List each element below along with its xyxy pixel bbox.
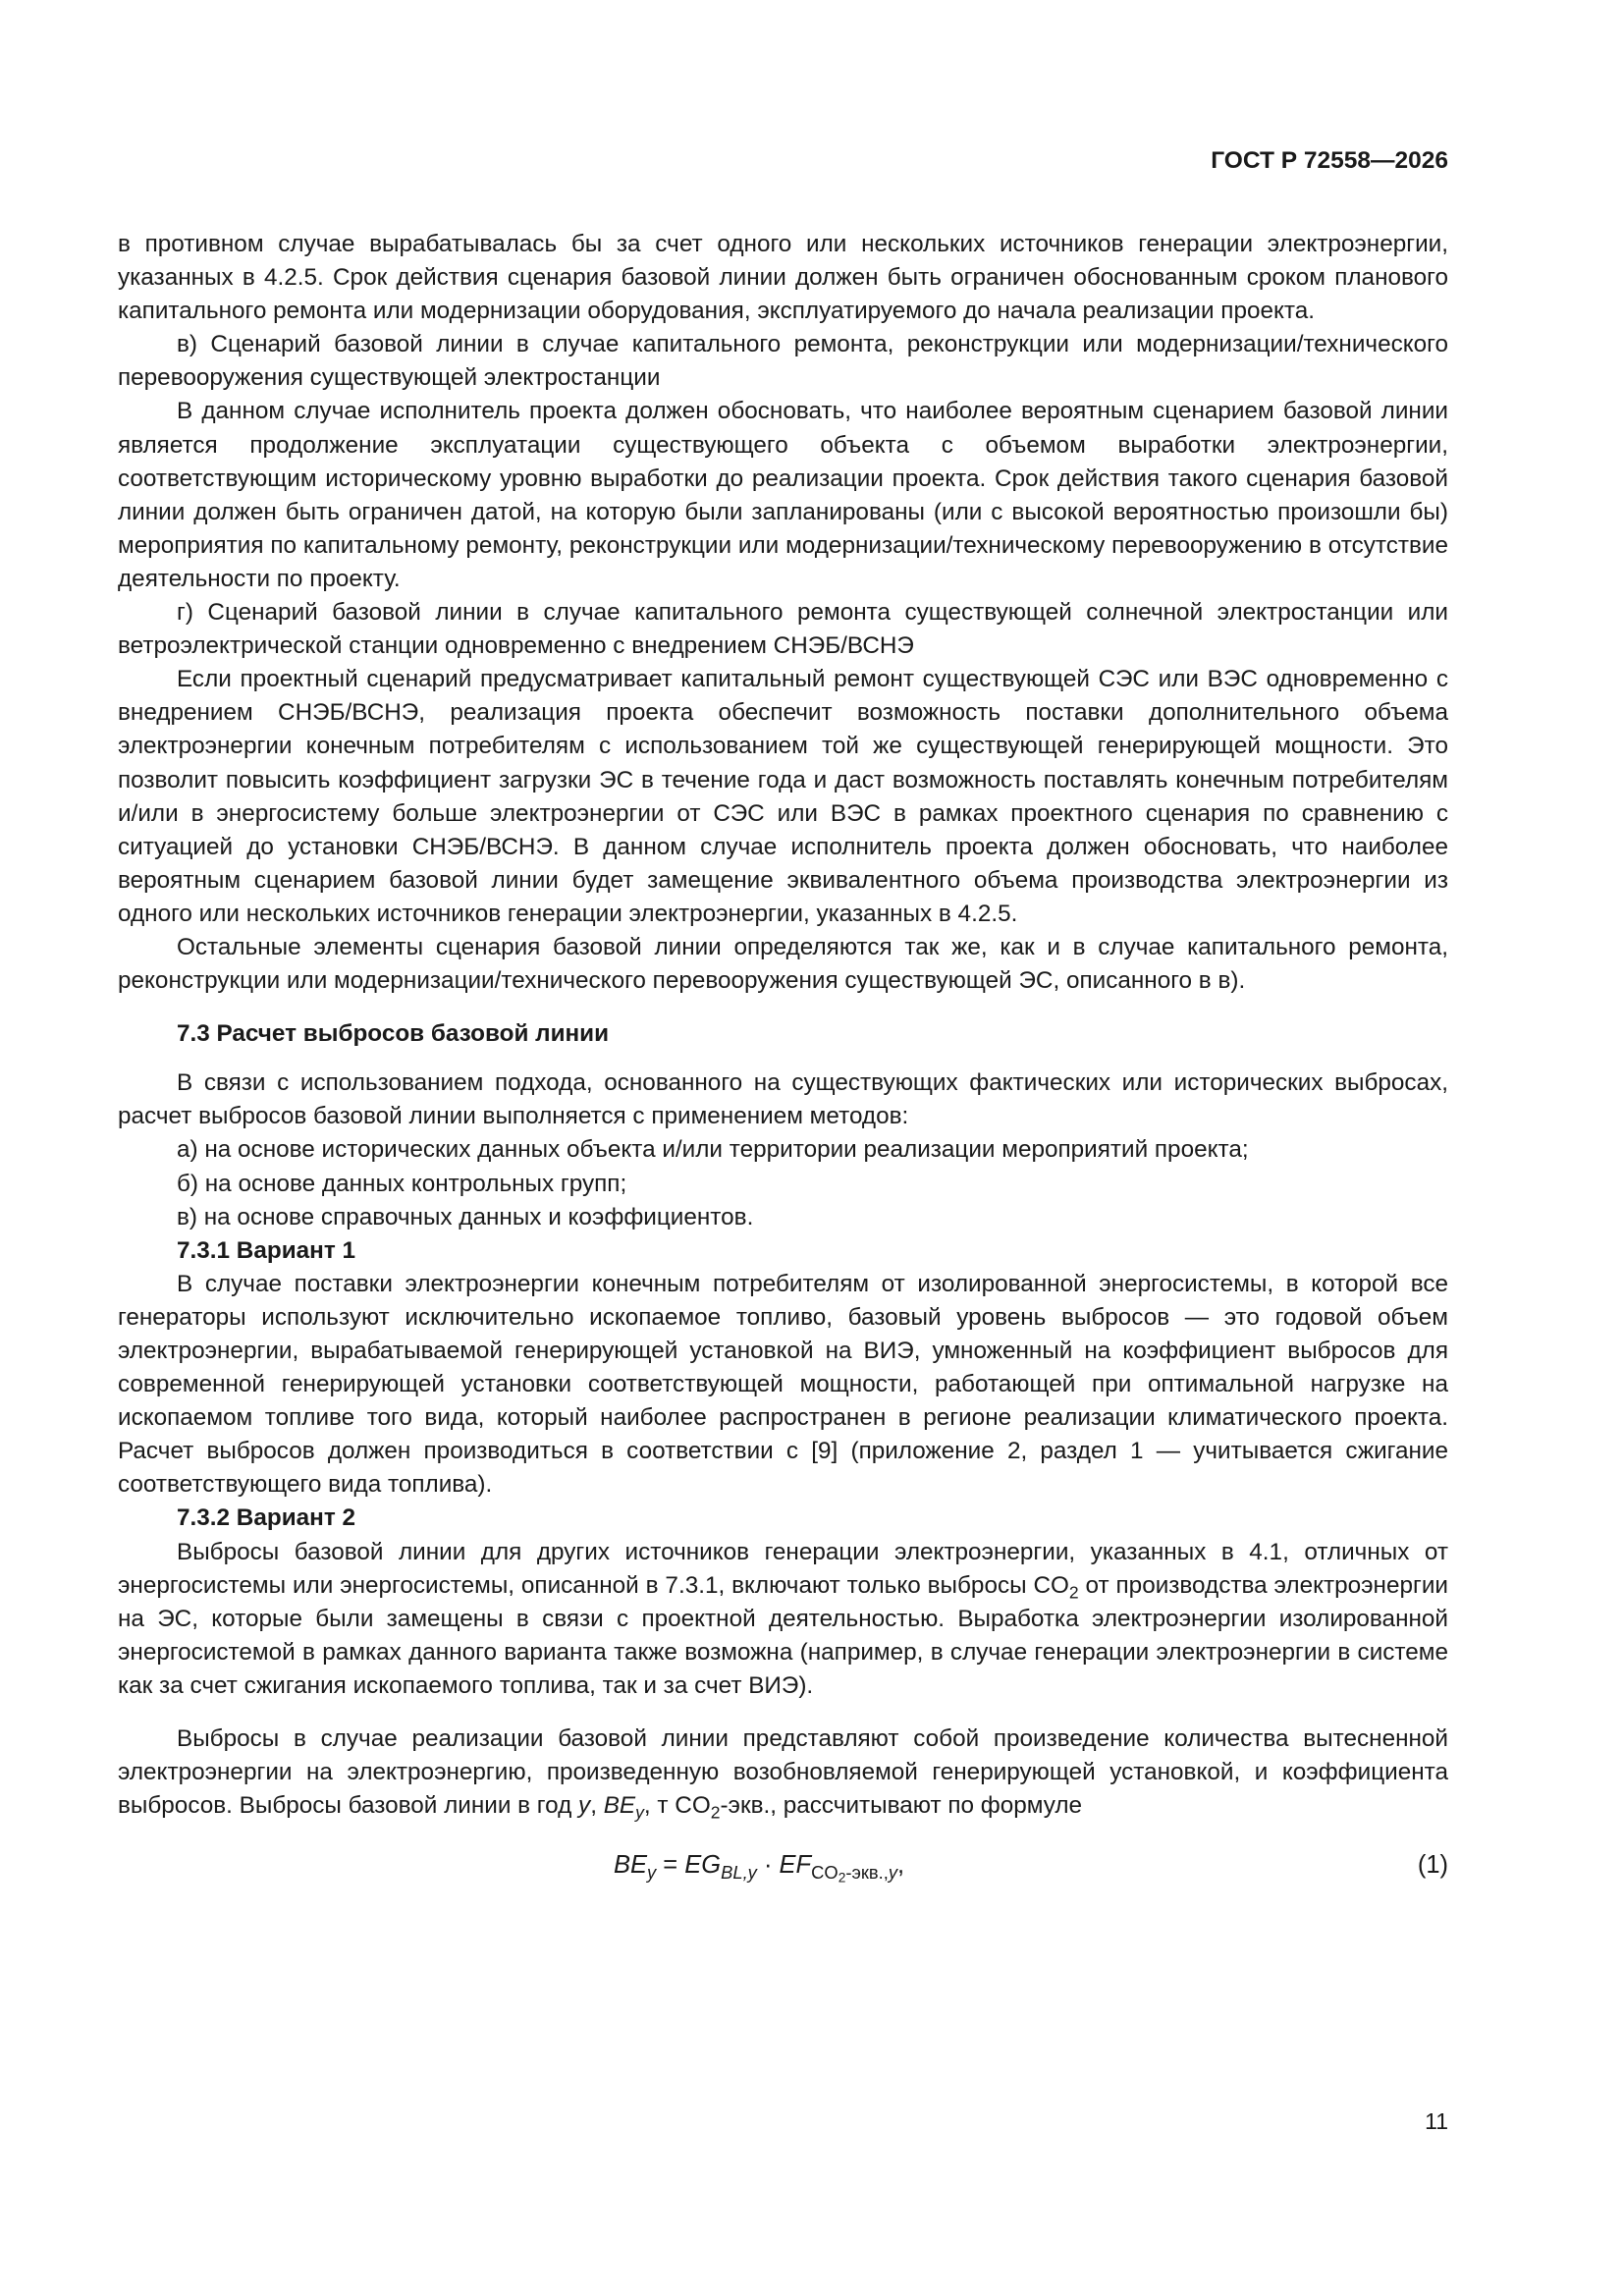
paragraph: Остальные элементы сценария базовой линии определяются так же, как и в случае капитального ремонта, реконструкции или модернизации/технического перевооружения существующей ЭС, описанного в в). — [118, 933, 1448, 995]
paragraph: Выбросы базовой линии для других источников генерации электроэнергии, указанных в 4.1, отличных от энергосистемы или энергосистемы, описанной в 7.3.1, включают только выбросы $CO_2$ от производства электроэнергии на ЭС, которые были замещены в связи с проектной деятельностью. Выработка электроэнергии изолированной энергосистемой в рамках данного варианта также возможна (например, в случае генерации электроэнергии в системе как за счет сжигания ископаемого топлива, так и за счет ВИЭ). — [118, 1538, 1448, 1699]
list-item-g-heading: г) Сценарий базовой линии в случае капитального ремонта существующей солнечной электростанции или ветроэлектрической станции одновременно с внедрением СНЭБ/ВСНЭ — [118, 599, 1448, 660]
list-item-v-heading: в) Сценарий базовой линии в случае капитального ремонта, реконструкции или модернизации/технического перевооружения существующей электростанции — [118, 331, 1448, 392]
list-item-v: в) на основе справочных данных и коэффициентов. — [177, 1203, 754, 1230]
page-number: 11 — [1425, 2108, 1448, 2134]
subsection-heading-7-3-2: 7.3.2 Вариант 2 — [177, 1504, 355, 1532]
page-content — [118, 228, 1448, 1889]
paragraph: В связи с использованием подхода, основанного на существующих фактических или исторических выбросах, расчет выбросов базовой линии выполняется с применением методов: — [118, 1069, 1448, 1130]
formula-expression: $BE_y = EG_{BL,y} \cdot EF_{CO2-экв.,y}$, — [614, 1851, 905, 1886]
list-item-a: а) на основе исторических данных объекта и/или территории реализации мероприятий проекта; — [177, 1136, 1249, 1164]
paragraph: в противном случае вырабатывалась бы за счет одного или нескольких источников генерации электроэнергии, указанных в 4.2.5. Срок действия сценария базовой линии должен быть ограничен обоснованным сроком планового капитального ремонта или модернизации оборудования, эксплуатируемого до начала реализации проекта. — [118, 231, 1448, 325]
paragraph: Если проектный сценарий предусматривает капитальный ремонт существующей СЭС или ВЭС одновременно с внедрением СНЭБ/ВСНЭ, реализация проекта обеспечит возможность поставки дополнительного объема электроэнергии конечным потребителям с использованием той же существующей генерирующей мощности. Это позволит повысить коэффициент загрузки ЭС в течение года и даст возможность поставлять конечным потребителям и/или в энергосистему больше электроэнергии от СЭС или ВЭС в рамках проектного сценария по сравнению с ситуацией до установки СНЭБ/ВСНЭ. В данном случае исполнитель проекта должен обосновать, что наиболее вероятным сценарием базовой линии будет замещение эквивалентного объема производства электроэнергии из одного или нескольких источников генерации электроэнергии, указанных в 4.2.5. — [118, 666, 1448, 927]
section-heading-7-3: 7.3 Расчет выбросов базовой линии — [177, 1020, 610, 1048]
list-item-b: б) на основе данных контрольных групп; — [177, 1170, 627, 1197]
formula-number: (1) — [1417, 1851, 1448, 1880]
paragraph: В данном случае исполнитель проекта должен обосновать, что наиболее вероятным сценарием базовой линии является продолжение эксплуатации существующего объекта с объемом выработки электроэнергии, соответствующим историческому уровню выработки до реализации проекта. Срок действия такого сценария базовой линии должен быть ограничен датой, на которую были запланированы (или с высокой вероятностью произошли бы) мероприятия по капитальному ремонту, реконструкции или модернизации/техническому перевооружению в отсутствие деятельности по проекту. — [118, 398, 1448, 592]
document-code-header: ГОСТ Р 72558—2026 — [1211, 147, 1448, 174]
formula-1 — [118, 1848, 1448, 1889]
subsection-heading-7-3-1: 7.3.1 Вариант 1 — [177, 1236, 355, 1264]
paragraph: Выбросы в случае реализации базовой линии представляют собой произведение количества вытесненной электроэнергии на электроэнергию, произведенную возобновляемой генерирующей установкой, и коэффициента выбросов. Выбросы базовой линии в год y, $BE_y$, т $CO_2$-экв., рассчитывают по формуле — [118, 1725, 1448, 1823]
paragraph: В случае поставки электроэнергии конечным потребителям от изолированной энергосистемы, в которой все генераторы используют исключительно ископаемое топливо, базовый уровень выбросов — это годовой объем электроэнергии, вырабатываемой генерирующей установкой на ВИЭ, умноженный на коэффициент выбросов для современной генерирующей установки соответствующей мощности, работающей при оптимальной нагрузке на ископаемом топливе того вида, который наиболее распространен в регионе реализации климатического проекта. Расчет выбросов должен производиться в соответствии с [9] (приложение 2, раздел 1 — учитывается сжигание соответствующего вида топлива). — [118, 1270, 1448, 1499]
